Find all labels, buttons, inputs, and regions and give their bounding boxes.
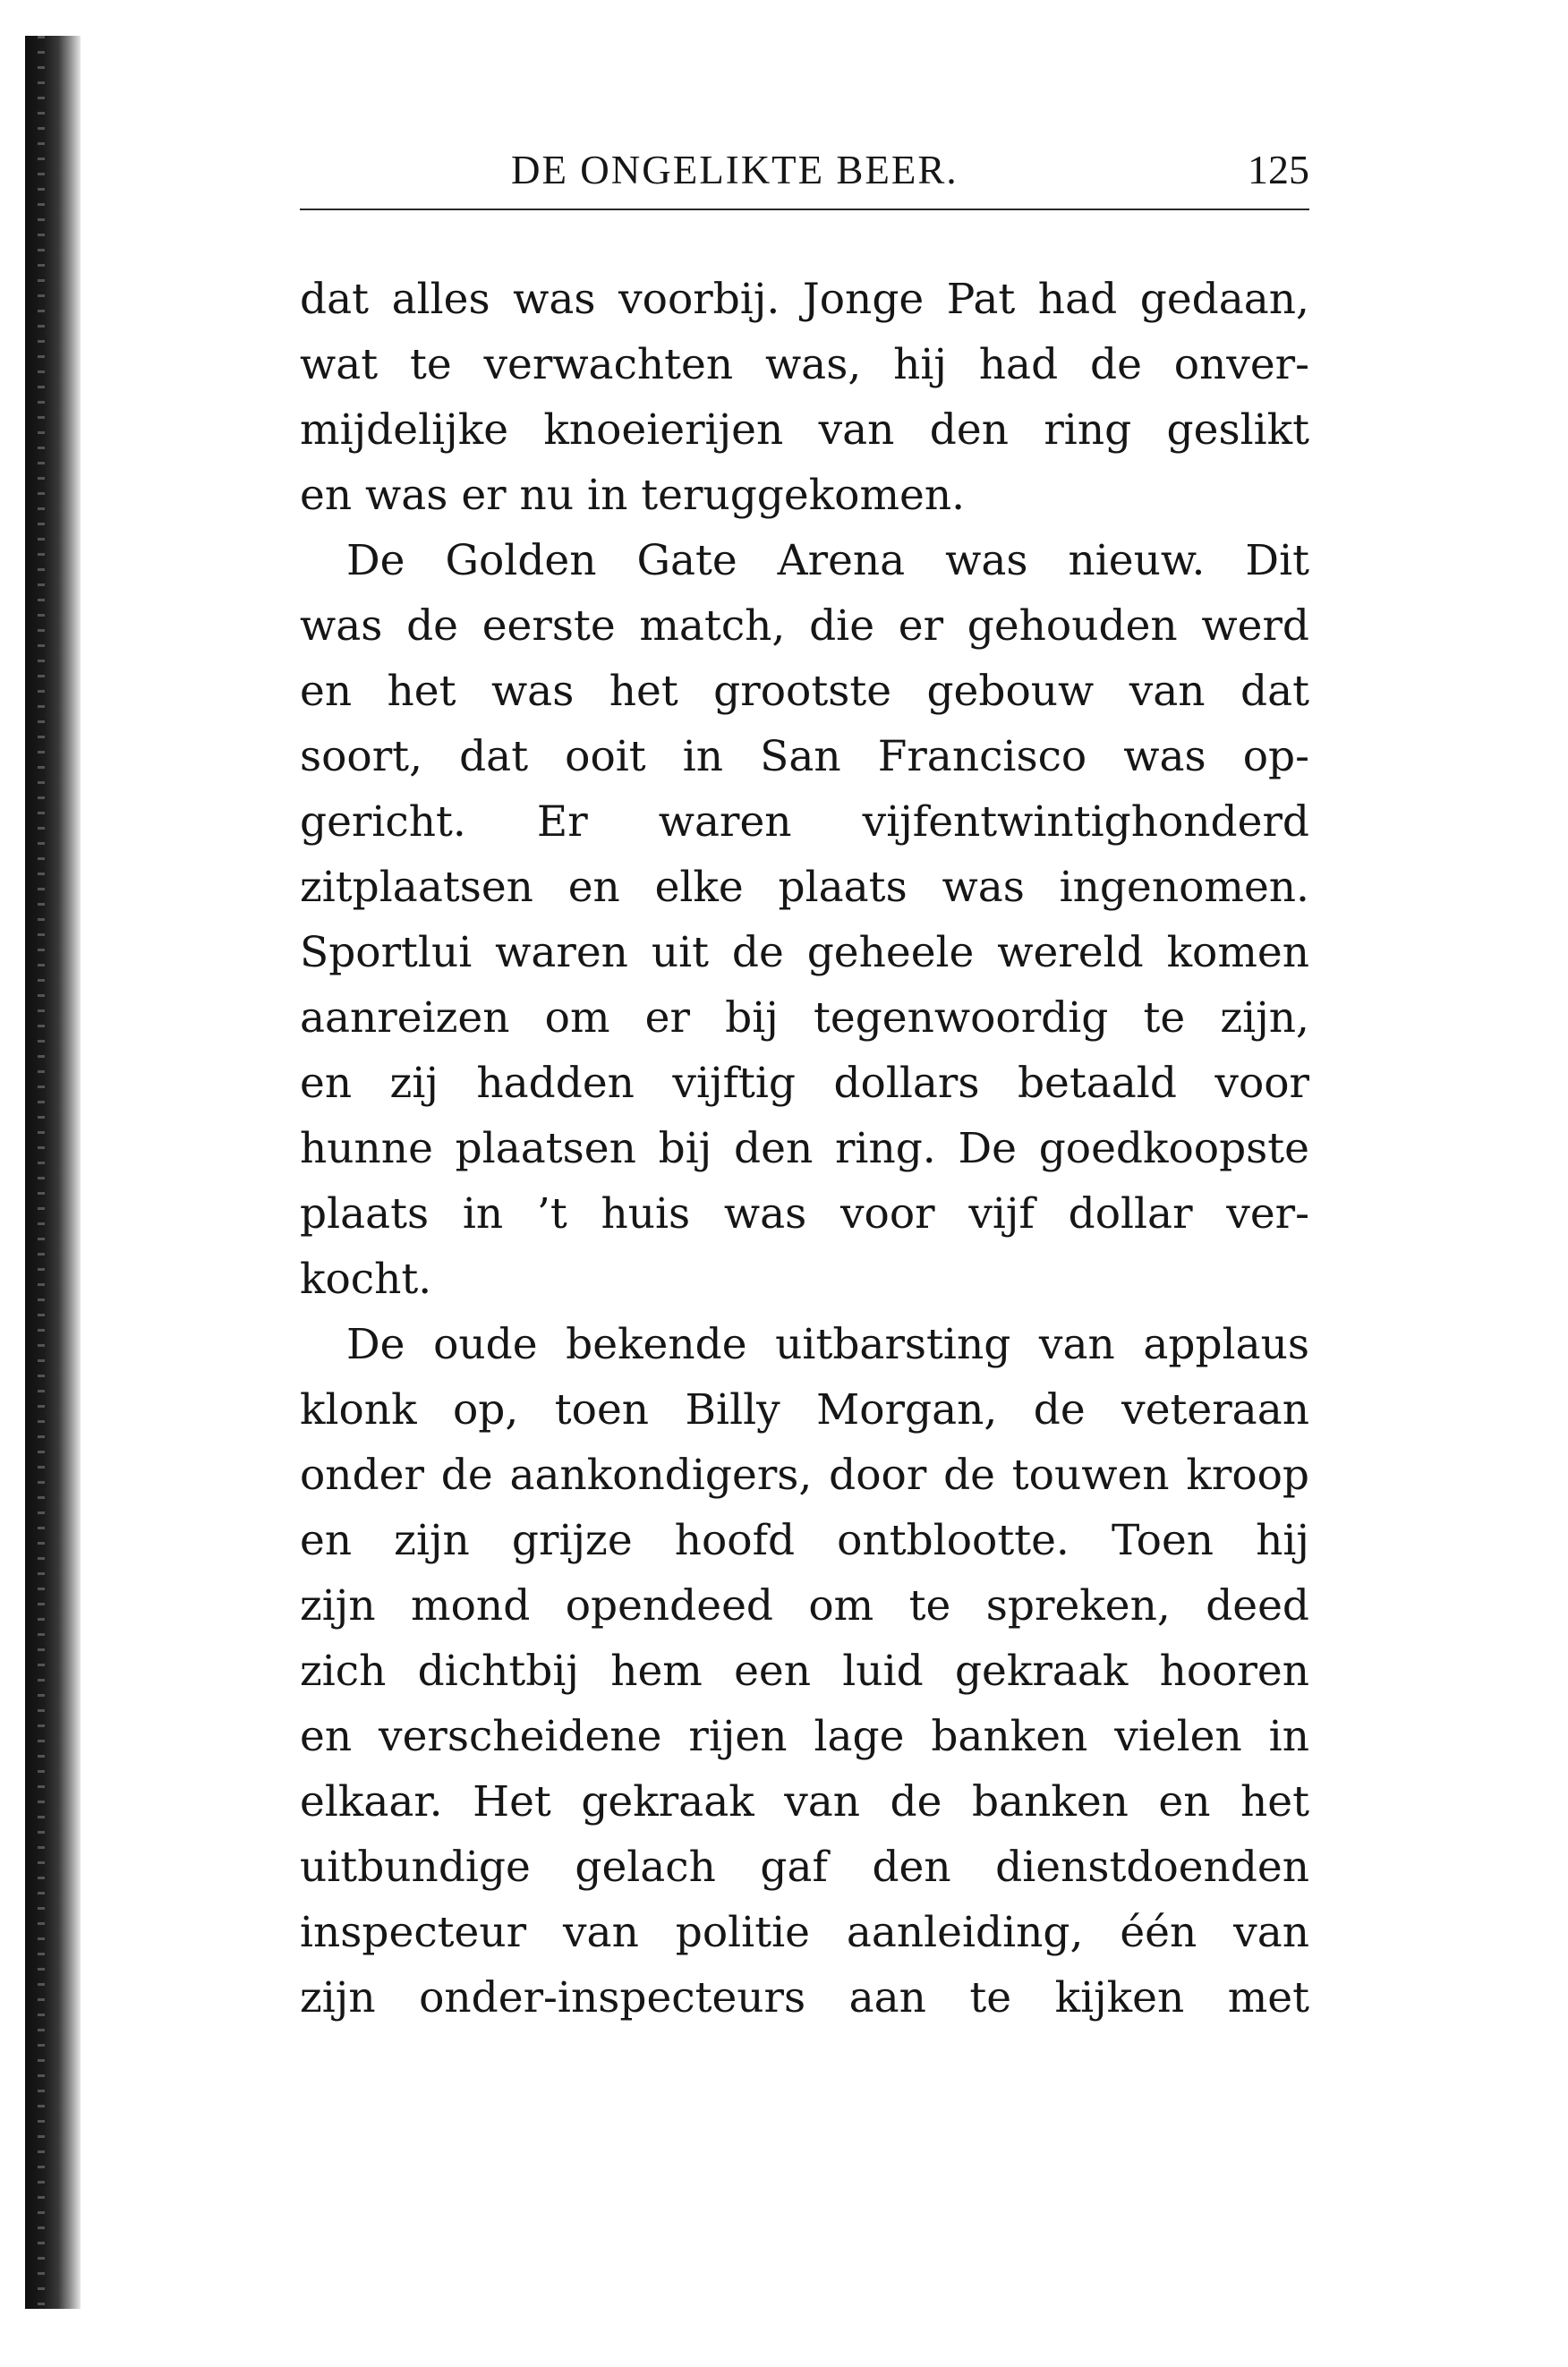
text-line: uitbundige gelach gaf den dienstdoenden bbox=[300, 1843, 1309, 1892]
text-line: wat te verwachten was, hij had de onver- bbox=[300, 340, 1309, 389]
text-line: en was er nu in teruggekomen. bbox=[300, 471, 966, 520]
running-title: DE ONGELIKTE BEER. bbox=[511, 148, 959, 192]
text-line: zijn mond opendeed om te spreken, deed bbox=[300, 1581, 1309, 1631]
text-line: hunne plaatsen bij den ring. De goedkoopste bbox=[300, 1124, 1309, 1173]
binding-shadow bbox=[25, 36, 81, 2309]
text-line: elkaar. Het gekraak van de banken en het bbox=[300, 1777, 1309, 1826]
text-line: mijdelijke knoeierijen van den ring geslikt bbox=[300, 405, 1309, 455]
text-line: Sportlui waren uit de geheele wereld komen bbox=[300, 928, 1309, 977]
text-line: dat alles was voorbij. Jonge Pat had gedaan, bbox=[300, 275, 1309, 324]
text-line: zich dichtbij hem een luid gekraak hooren bbox=[300, 1647, 1309, 1696]
text-line: inspecteur van politie aanleiding, één van bbox=[300, 1908, 1309, 1957]
text-line: en zij hadden vijftig dollars betaald voor bbox=[300, 1059, 1309, 1108]
text-line: en zijn grijze hoofd ontblootte. Toen hij bbox=[300, 1516, 1309, 1565]
text-line: plaats in ’t huis was voor vijf dollar ver- bbox=[300, 1189, 1309, 1239]
body-text bbox=[300, 267, 1309, 2031]
text-line: onder de aankondigers, door de touwen kroop bbox=[300, 1451, 1309, 1500]
running-header bbox=[300, 143, 1309, 206]
text-line: was de eerste match, die er gehouden werd bbox=[300, 601, 1309, 651]
page-number: 125 bbox=[1248, 147, 1309, 192]
text-line: soort, dat ooit in San Francisco was op- bbox=[300, 732, 1309, 781]
text-line: gericht. Er waren vijfentwintighonderd bbox=[300, 797, 1309, 847]
text-line: aanreizen om er bij tegenwoordig te zijn, bbox=[300, 993, 1309, 1043]
header-rule bbox=[300, 209, 1309, 210]
text-line: zijn onder-inspecteurs aan te kijken met bbox=[300, 1973, 1309, 2022]
text-line: klonk op, toen Billy Morgan, de veteraan bbox=[300, 1385, 1309, 1435]
text-line: kocht. bbox=[300, 1255, 432, 1304]
text-line: De oude bekende uitbarsting van applaus bbox=[346, 1320, 1309, 1369]
text-line: en het was het grootste gebouw van dat bbox=[300, 667, 1309, 716]
text-line: en verscheidene rijen lage banken vielen in bbox=[300, 1712, 1309, 1761]
text-line: De Golden Gate Arena was nieuw. Dit bbox=[346, 536, 1309, 585]
text-line: zitplaatsen en elke plaats was ingenomen. bbox=[300, 863, 1309, 912]
